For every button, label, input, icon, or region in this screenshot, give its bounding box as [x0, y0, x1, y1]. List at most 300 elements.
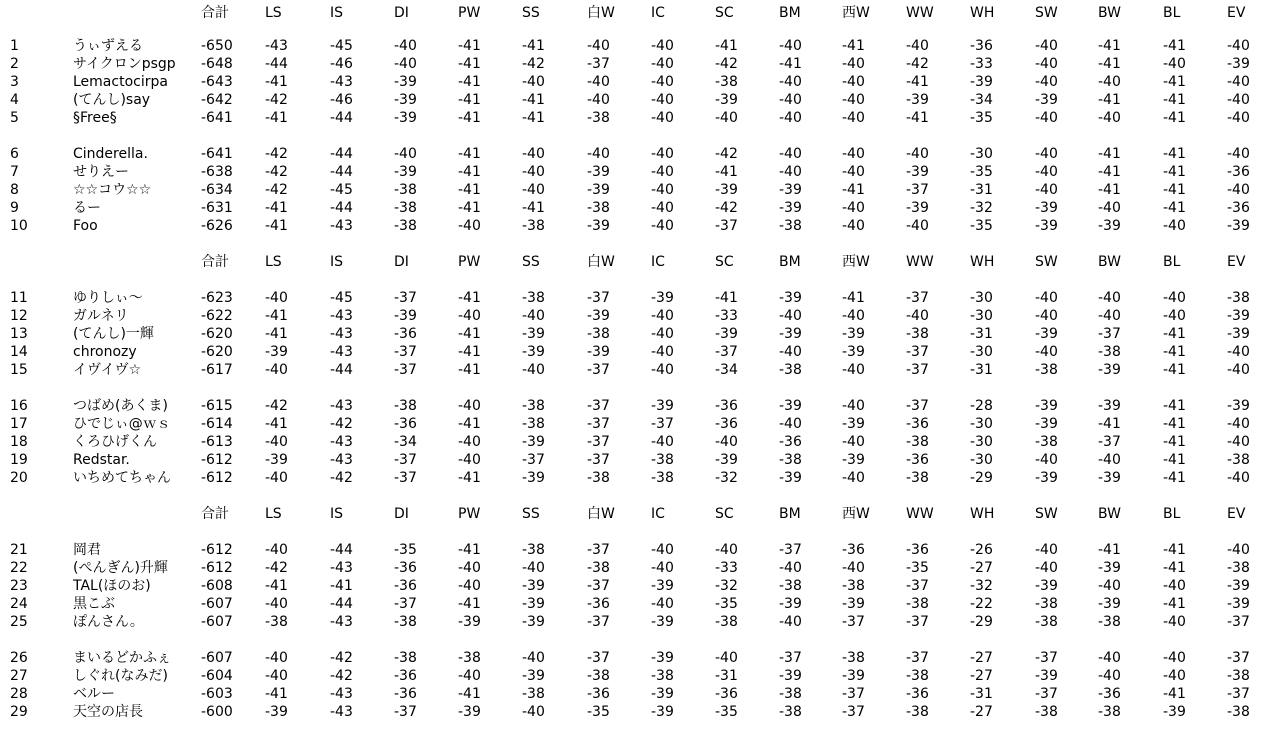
score-cell: -40 [1098, 452, 1121, 468]
score-cell: -41 [265, 578, 288, 594]
column-header: BW [1098, 254, 1121, 270]
score-cell: -40 [842, 200, 865, 216]
score-cell: -42 [265, 560, 288, 576]
score-cell: -39 [970, 74, 993, 90]
score-cell: -40 [522, 362, 545, 378]
score-cell: -43 [330, 308, 353, 324]
score-cell: -38 [394, 218, 417, 234]
score-cell: -38 [1227, 704, 1250, 720]
player-name: イヴイヴ☆ [73, 362, 142, 378]
score-cell: -37 [906, 182, 929, 198]
score-cell: -40 [458, 560, 481, 576]
score-cell: -40 [651, 218, 674, 234]
score-cell: -41 [1163, 92, 1186, 108]
score-cell: -37 [522, 452, 545, 468]
score-cell: -39 [1098, 596, 1121, 612]
score-cell: -36 [715, 398, 738, 414]
score-cell: -620 [201, 344, 233, 360]
score-cell: -39 [458, 614, 481, 630]
score-cell: -40 [265, 596, 288, 612]
rank-cell: 7 [10, 164, 19, 180]
score-cell: -38 [522, 542, 545, 558]
score-cell: -40 [587, 38, 610, 54]
table-row [0, 595, 1267, 613]
score-cell: -39 [842, 596, 865, 612]
score-cell: -39 [1035, 578, 1058, 594]
rank-cell: 13 [10, 326, 28, 342]
score-cell: -39 [1098, 470, 1121, 486]
score-cell: -40 [1035, 182, 1058, 198]
score-cell: -43 [330, 614, 353, 630]
score-cell: -615 [201, 398, 233, 414]
score-cell: -648 [201, 56, 233, 72]
score-cell: -40 [1098, 668, 1121, 684]
score-cell: -41 [1163, 110, 1186, 126]
score-cell: -36 [394, 668, 417, 684]
score-cell: -33 [970, 56, 993, 72]
column-header: EV [1227, 5, 1246, 21]
score-cell: -31 [970, 362, 993, 378]
column-header: 西W [842, 254, 870, 270]
score-cell: -36 [394, 560, 417, 576]
score-cell: -42 [330, 416, 353, 432]
score-cell: -42 [906, 56, 929, 72]
score-cell: -40 [1098, 578, 1121, 594]
score-cell: -36 [906, 452, 929, 468]
score-cell: -40 [842, 146, 865, 162]
rank-cell: 20 [10, 470, 28, 486]
score-cell: -43 [330, 344, 353, 360]
score-cell: -40 [651, 596, 674, 612]
column-header: SS [522, 506, 540, 522]
score-cell: -41 [1163, 398, 1186, 414]
score-cell: -39 [779, 398, 802, 414]
score-cell: -40 [651, 146, 674, 162]
score-cell: -44 [330, 596, 353, 612]
score-cell: -40 [1035, 74, 1058, 90]
score-cell: -40 [1035, 56, 1058, 72]
score-cell: -38 [1227, 668, 1250, 684]
score-cell: -30 [970, 146, 993, 162]
score-cell: -38 [587, 326, 610, 342]
score-cell: -41 [1163, 452, 1186, 468]
score-cell: -37 [394, 290, 417, 306]
score-cell: -39 [265, 344, 288, 360]
score-cell: -39 [1035, 668, 1058, 684]
score-cell: -41 [1163, 38, 1186, 54]
score-cell: -39 [265, 452, 288, 468]
table-row [0, 91, 1267, 109]
score-cell: -40 [906, 218, 929, 234]
score-cell: -41 [842, 290, 865, 306]
score-cell: -43 [330, 218, 353, 234]
score-cell: -39 [779, 200, 802, 216]
score-cell: -37 [1227, 650, 1250, 666]
score-cell: -40 [1098, 290, 1121, 306]
table-row [0, 217, 1267, 235]
score-cell: -37 [394, 470, 417, 486]
player-name: サイクロンpsgp [73, 56, 176, 72]
score-cell: -38 [842, 650, 865, 666]
score-cell: -37 [587, 290, 610, 306]
rank-cell: 8 [10, 182, 19, 198]
score-cell: -41 [1163, 596, 1186, 612]
player-name: (てんし)say [73, 92, 151, 108]
score-cell: -35 [715, 704, 738, 720]
score-cell: -36 [970, 38, 993, 54]
score-cell: -40 [587, 146, 610, 162]
score-cell: -39 [522, 434, 545, 450]
score-cell: -40 [651, 74, 674, 90]
column-header: 白W [587, 254, 615, 270]
score-cell: -40 [779, 146, 802, 162]
player-name: 岡君 [73, 542, 101, 558]
score-cell: -37 [1227, 614, 1250, 630]
score-cell: -32 [715, 578, 738, 594]
score-cell: -38 [779, 686, 802, 702]
column-header: SS [522, 5, 540, 21]
table-row [0, 541, 1267, 559]
player-name: Foo [73, 218, 98, 234]
score-cell: -41 [458, 146, 481, 162]
score-cell: -39 [906, 164, 929, 180]
score-cell: -39 [842, 416, 865, 432]
score-cell: -37 [779, 542, 802, 558]
score-cell: -41 [1098, 56, 1121, 72]
score-cell: -41 [1098, 92, 1121, 108]
score-cell: -40 [1163, 668, 1186, 684]
score-cell: -40 [458, 452, 481, 468]
score-cell: -40 [842, 218, 865, 234]
score-cell: -44 [330, 110, 353, 126]
score-cell: -39 [1227, 398, 1250, 414]
score-cell: -36 [587, 686, 610, 702]
score-cell: -41 [458, 56, 481, 72]
score-cell: -45 [330, 38, 353, 54]
score-cell: -39 [522, 578, 545, 594]
score-cell: -39 [1035, 416, 1058, 432]
column-header: DI [394, 254, 409, 270]
score-cell: -42 [330, 650, 353, 666]
score-cell: -39 [522, 614, 545, 630]
score-cell: -40 [651, 542, 674, 558]
score-cell: -39 [1098, 218, 1121, 234]
score-cell: -40 [651, 344, 674, 360]
player-name: 天空の店長 [73, 704, 143, 720]
score-cell: -38 [906, 704, 929, 720]
score-cell: -620 [201, 326, 233, 342]
column-header: 合計 [201, 5, 229, 21]
score-cell: -38 [651, 668, 674, 684]
score-cell: -40 [1098, 200, 1121, 216]
score-cell: -41 [1163, 542, 1186, 558]
player-name: (ぺんぎん)升輝 [73, 560, 168, 576]
column-header: BW [1098, 5, 1121, 21]
score-cell: -638 [201, 164, 233, 180]
score-cell: -623 [201, 290, 233, 306]
score-cell: -40 [1098, 308, 1121, 324]
score-cell: -41 [265, 110, 288, 126]
score-cell: -37 [587, 650, 610, 666]
column-header: WH [970, 5, 995, 21]
score-cell: -39 [587, 308, 610, 324]
score-cell: -30 [970, 308, 993, 324]
player-name: Cinderella. [73, 146, 148, 162]
score-cell: -45 [330, 182, 353, 198]
column-header: EV [1227, 254, 1246, 270]
score-cell: -36 [906, 686, 929, 702]
score-cell: -41 [522, 38, 545, 54]
score-cell: -40 [651, 308, 674, 324]
score-cell: -38 [1035, 704, 1058, 720]
score-cell: -41 [458, 200, 481, 216]
score-cell: -607 [201, 650, 233, 666]
score-cell: -40 [1035, 308, 1058, 324]
score-cell: -631 [201, 200, 233, 216]
score-cell: -42 [715, 200, 738, 216]
rank-cell: 28 [10, 686, 28, 702]
score-cell: -38 [906, 434, 929, 450]
score-cell: -37 [651, 416, 674, 432]
score-cell: -39 [651, 686, 674, 702]
score-cell: -38 [779, 578, 802, 594]
score-cell: -40 [906, 38, 929, 54]
score-cell: -34 [394, 434, 417, 450]
score-cell: -29 [970, 470, 993, 486]
score-cell: -39 [1035, 470, 1058, 486]
score-cell: -40 [1227, 74, 1250, 90]
column-header: SW [1035, 254, 1058, 270]
score-cell: -40 [1035, 542, 1058, 558]
score-cell: -43 [330, 434, 353, 450]
score-cell: -40 [1035, 146, 1058, 162]
table-row [0, 703, 1267, 721]
column-header: WH [970, 506, 995, 522]
score-cell: -37 [906, 650, 929, 666]
table-row [0, 361, 1267, 379]
score-cell: -41 [458, 344, 481, 360]
score-cell: -35 [906, 560, 929, 576]
score-cell: -39 [1035, 218, 1058, 234]
score-cell: -37 [587, 416, 610, 432]
score-cell: -37 [1035, 686, 1058, 702]
score-cell: -41 [1098, 38, 1121, 54]
score-cell: -30 [970, 290, 993, 306]
score-cell: -40 [522, 74, 545, 90]
table-row [0, 685, 1267, 703]
score-cell: -38 [394, 614, 417, 630]
score-cell: -40 [458, 308, 481, 324]
rank-cell: 11 [10, 290, 28, 306]
score-cell: -33 [715, 560, 738, 576]
score-cell: -40 [1163, 578, 1186, 594]
score-cell: -38 [779, 362, 802, 378]
score-cell: -41 [1163, 686, 1186, 702]
score-cell: -40 [651, 326, 674, 342]
player-name: つばめ(あくま) [73, 398, 168, 414]
score-cell: -40 [394, 146, 417, 162]
score-cell: -39 [715, 92, 738, 108]
score-cell: -37 [906, 398, 929, 414]
score-cell: -41 [1163, 182, 1186, 198]
score-cell: -44 [330, 542, 353, 558]
score-cell: -38 [1227, 452, 1250, 468]
score-cell: -39 [1227, 578, 1250, 594]
table-row [0, 469, 1267, 487]
score-cell: -40 [458, 434, 481, 450]
table-row [0, 667, 1267, 685]
column-header: 西W [842, 5, 870, 21]
score-cell: -42 [715, 146, 738, 162]
score-cell: -40 [265, 290, 288, 306]
score-cell: -41 [1098, 146, 1121, 162]
score-cell: -40 [842, 92, 865, 108]
score-cell: -36 [1227, 164, 1250, 180]
score-cell: -40 [522, 650, 545, 666]
score-cell: -37 [587, 542, 610, 558]
score-cell: -41 [715, 38, 738, 54]
rank-cell: 26 [10, 650, 28, 666]
score-cell: -39 [779, 290, 802, 306]
score-cell: -39 [842, 326, 865, 342]
column-header: SW [1035, 5, 1058, 21]
score-cell: -643 [201, 74, 233, 90]
score-cell: -40 [779, 344, 802, 360]
player-name: うぃずえる [73, 38, 143, 54]
table-row [0, 109, 1267, 127]
score-cell: -40 [842, 56, 865, 72]
score-cell: -40 [651, 38, 674, 54]
score-cell: -27 [970, 650, 993, 666]
score-cell: -39 [394, 110, 417, 126]
score-cell: -27 [970, 560, 993, 576]
score-cell: -39 [522, 326, 545, 342]
score-cell: -617 [201, 362, 233, 378]
score-cell: -42 [522, 56, 545, 72]
score-cell: -42 [715, 56, 738, 72]
score-cell: -38 [906, 668, 929, 684]
table-row [0, 325, 1267, 343]
score-cell: -612 [201, 452, 233, 468]
score-cell: -39 [1227, 308, 1250, 324]
score-cell: -36 [906, 416, 929, 432]
header-row [0, 253, 1267, 271]
player-name: 黒こぶ [73, 596, 115, 612]
rank-cell: 21 [10, 542, 28, 558]
score-cell: -39 [587, 164, 610, 180]
rank-cell: 22 [10, 560, 28, 576]
column-header: LS [265, 254, 282, 270]
score-cell: -41 [522, 110, 545, 126]
score-cell: -40 [1163, 218, 1186, 234]
score-cell: -40 [779, 614, 802, 630]
score-cell: -37 [906, 362, 929, 378]
score-cell: -35 [970, 110, 993, 126]
score-cell: -36 [394, 578, 417, 594]
score-cell: -40 [1227, 110, 1250, 126]
rank-cell: 9 [10, 200, 19, 216]
table-row [0, 199, 1267, 217]
score-cell: -634 [201, 182, 233, 198]
rank-cell: 18 [10, 434, 28, 450]
rank-cell: 19 [10, 452, 28, 468]
score-cell: -37 [587, 578, 610, 594]
score-cell: -39 [1227, 218, 1250, 234]
score-cell: -38 [842, 578, 865, 594]
score-cell: -40 [265, 470, 288, 486]
score-cell: -41 [458, 110, 481, 126]
table-row [0, 181, 1267, 199]
score-cell: -39 [1227, 596, 1250, 612]
score-cell: -40 [906, 146, 929, 162]
column-header: SC [715, 506, 734, 522]
column-header: WH [970, 254, 995, 270]
score-cell: -43 [265, 38, 288, 54]
score-cell: -40 [842, 560, 865, 576]
score-cell: -41 [1163, 146, 1186, 162]
score-cell: -40 [1227, 38, 1250, 54]
score-cell: -35 [715, 596, 738, 612]
score-cell: -40 [779, 164, 802, 180]
player-name: せりえー [73, 164, 129, 180]
score-cell: -40 [779, 560, 802, 576]
score-cell: -40 [1163, 308, 1186, 324]
player-name: Lemactocirpa [73, 74, 168, 90]
score-cell: -40 [651, 434, 674, 450]
column-header: BL [1163, 254, 1181, 270]
score-cell: -37 [1035, 650, 1058, 666]
player-name: chronozy [73, 344, 137, 360]
score-cell: -38 [651, 452, 674, 468]
score-cell: -37 [842, 614, 865, 630]
player-name: §Free§ [73, 110, 117, 126]
score-cell: -41 [779, 56, 802, 72]
column-header: PW [458, 254, 481, 270]
score-cell: -37 [587, 362, 610, 378]
score-cell: -37 [394, 596, 417, 612]
column-header: IC [651, 506, 665, 522]
column-header: DI [394, 5, 409, 21]
column-header: SC [715, 254, 734, 270]
score-cell: -36 [779, 434, 802, 450]
score-cell: -41 [715, 290, 738, 306]
score-cell: -40 [779, 416, 802, 432]
column-header: EV [1227, 506, 1246, 522]
score-cell: -38 [394, 182, 417, 198]
score-cell: -40 [715, 650, 738, 666]
score-cell: -43 [330, 686, 353, 702]
rank-cell: 29 [10, 704, 28, 720]
column-header: BL [1163, 506, 1181, 522]
score-cell: -40 [779, 92, 802, 108]
column-header: BM [779, 254, 801, 270]
player-name: いちめてちゃん [73, 470, 171, 486]
column-header: SS [522, 254, 540, 270]
score-cell: -22 [970, 596, 993, 612]
score-cell: -39 [651, 650, 674, 666]
score-cell: -41 [458, 686, 481, 702]
score-cell: -37 [1098, 326, 1121, 342]
score-cell: -37 [1098, 434, 1121, 450]
score-cell: -40 [842, 434, 865, 450]
score-cell: -37 [587, 614, 610, 630]
score-cell: -40 [842, 74, 865, 90]
score-cell: -39 [394, 74, 417, 90]
score-cell: -38 [394, 650, 417, 666]
score-cell: -35 [587, 704, 610, 720]
column-header: 合計 [201, 506, 229, 522]
score-cell: -40 [842, 308, 865, 324]
